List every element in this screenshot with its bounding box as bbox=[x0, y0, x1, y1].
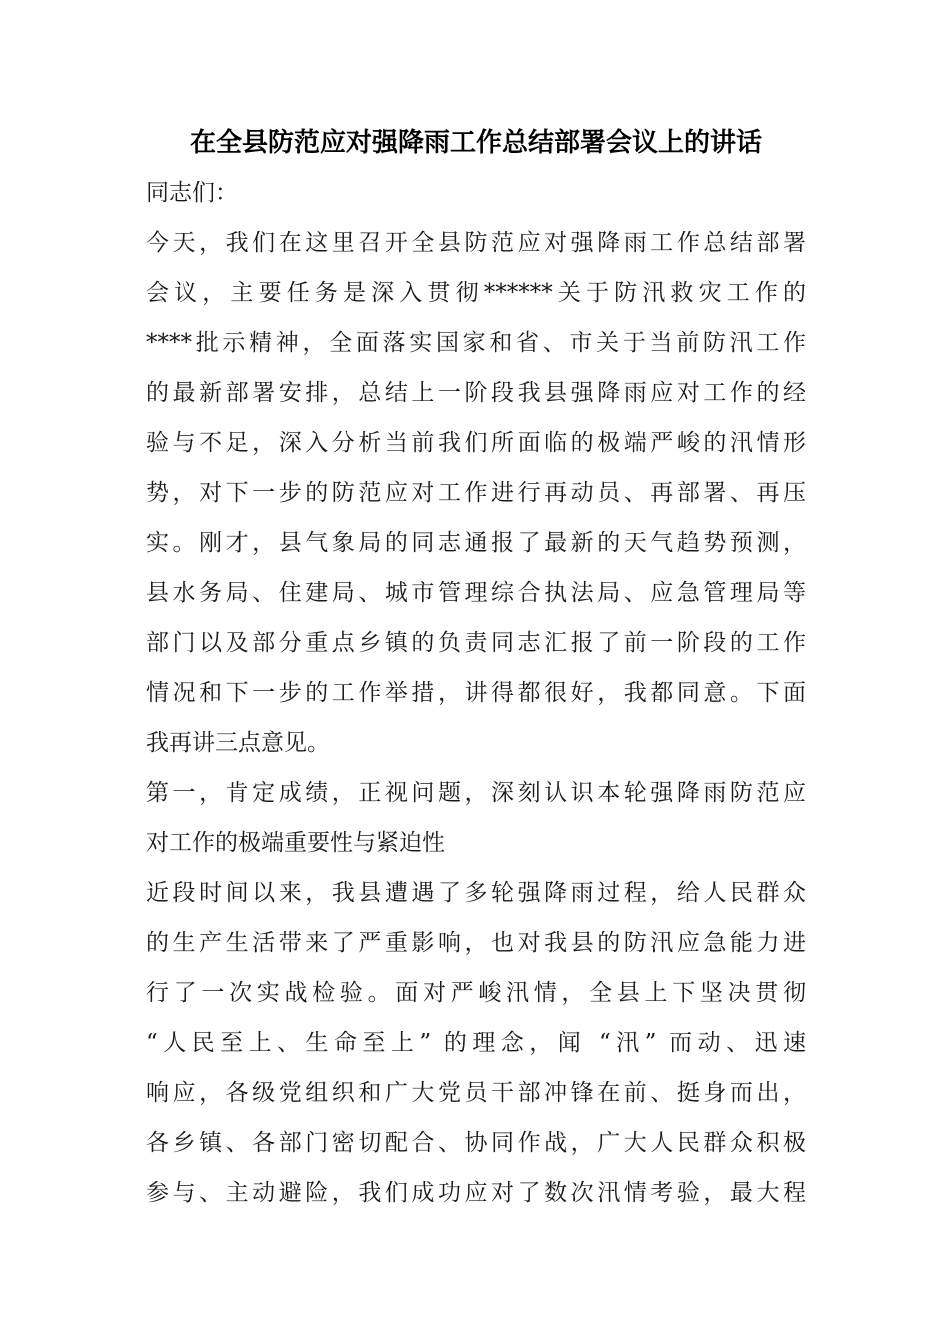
text-line: 的最新部署安排，总结上一阶段我县强降雨应对工作的经 bbox=[146, 380, 806, 406]
text-line: 同志们： bbox=[146, 180, 238, 206]
text-line: 行了一次实战检验。面对严峻汛情，全县上下坚决贯彻 bbox=[146, 980, 806, 1006]
text-line: 势，对下一步的防范应对工作进行再动员、再部署、再压 bbox=[146, 480, 806, 506]
text-line: 参与、主动避险，我们成功应对了数次汛情考验，最大程 bbox=[146, 1180, 806, 1206]
text-line: 会议，主要任务是深入贯彻******关于防汛救灾工作的 bbox=[146, 280, 806, 306]
text-line: 响应，各级党组织和广大党员干部冲锋在前、挺身而出， bbox=[146, 1080, 806, 1106]
text-line: 各乡镇、各部门密切配合、协同作战，广大人民群众积极 bbox=[146, 1130, 806, 1156]
text-line: 今天，我们在这里召开全县防范应对强降雨工作总结部署 bbox=[146, 230, 806, 256]
text-line: 对工作的极端重要性与紧迫性 bbox=[146, 830, 445, 856]
text-line: ****批示精神，全面落实国家和省、市关于当前防汛工作 bbox=[146, 330, 806, 356]
text-line: 近段时间以来，我县遭遇了多轮强降雨过程，给人民群众 bbox=[146, 880, 806, 906]
document-title: 在全县防范应对强降雨工作总结部署会议上的讲话 bbox=[189, 128, 762, 158]
text-line: 部门以及部分重点乡镇的负责同志汇报了前一阶段的工作 bbox=[146, 630, 806, 656]
text-line: 第一，肯定成绩，正视问题，深刻认识本轮强降雨防范应 bbox=[146, 780, 806, 806]
text-line: 情况和下一步的工作举措，讲得都很好，我都同意。下面 bbox=[146, 680, 806, 706]
text-line: 实。刚才，县气象局的同志通报了最新的天气趋势预测， bbox=[146, 530, 806, 556]
text-line: 县水务局、住建局、城市管理综合执法局、应急管理局等 bbox=[146, 580, 806, 606]
text-line: 我再讲三点意见。 bbox=[146, 730, 330, 756]
text-line: 验与不足，深入分析当前我们所面临的极端严峻的汛情形 bbox=[146, 430, 806, 456]
text-line: 的生产生活带来了严重影响，也对我县的防汛应急能力进 bbox=[146, 930, 806, 956]
text-line: “人民至上、生命至上” 的理念，闻 “汛” 而动、迅速 bbox=[146, 1030, 806, 1056]
document-body bbox=[146, 168, 806, 1218]
